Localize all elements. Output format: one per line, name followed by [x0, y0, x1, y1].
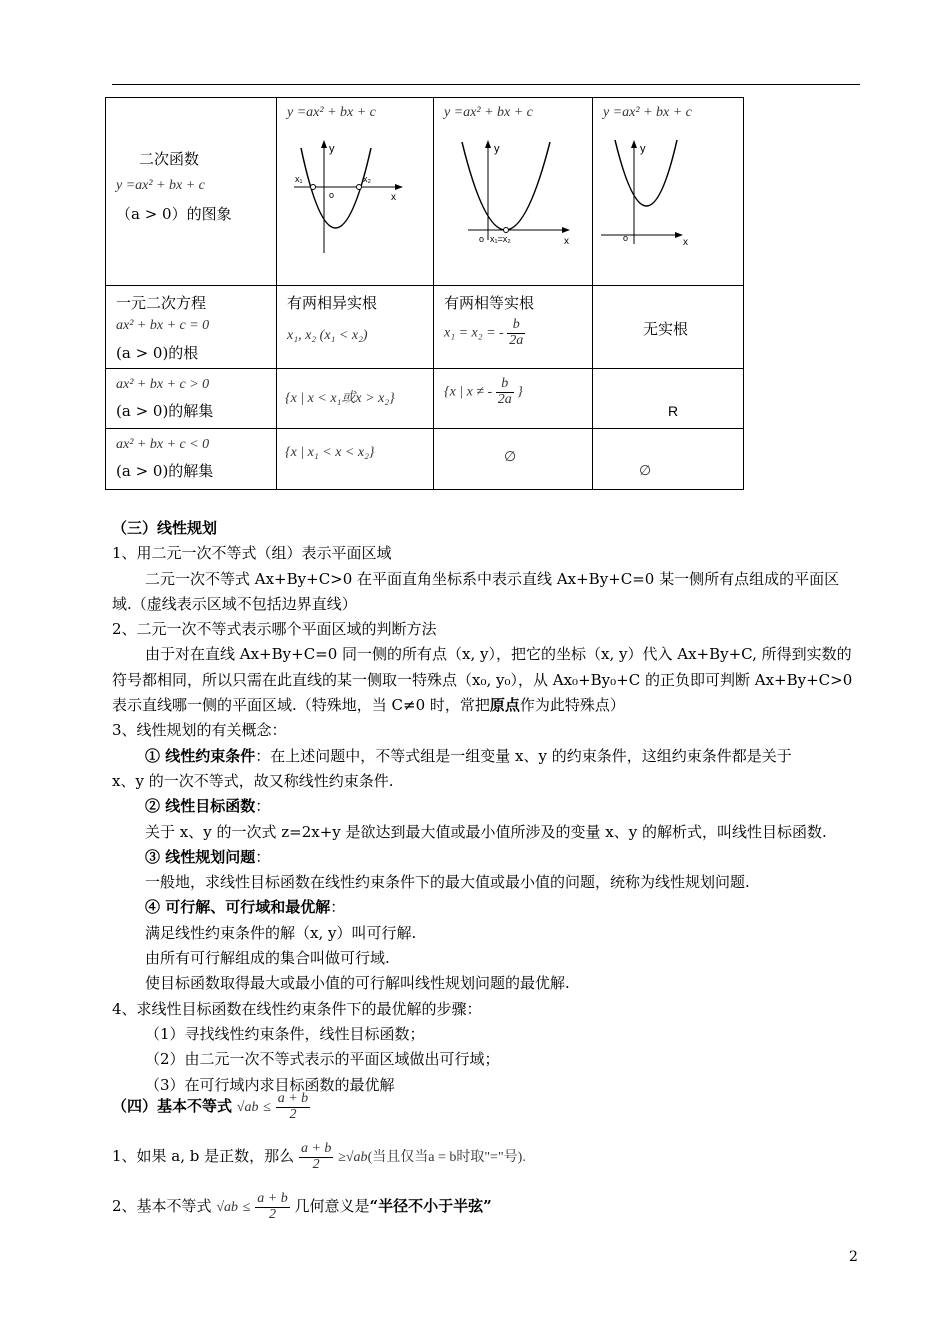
cell-text: 有两相异实根 — [287, 294, 378, 312]
table-cell — [106, 429, 277, 490]
cell-math: x₁, x₂ (x₁ < x₂) — [287, 328, 368, 343]
axis-label: x — [564, 236, 569, 247]
inequality-sign: ≤ — [242, 1200, 251, 1216]
paragraph: 2、二元一次不等式表示哪个平面区域的判断方法 — [112, 620, 437, 639]
text-run: 作为此特殊点） — [519, 696, 625, 715]
fraction — [299, 1142, 333, 1172]
sqrt-expression: √ab — [345, 1150, 368, 1166]
table-cell — [434, 369, 593, 429]
section-title: （四）基本不等式 — [112, 1097, 233, 1116]
table-cell — [434, 429, 593, 490]
parabola-two-roots-graph — [289, 138, 409, 258]
table-cell — [106, 98, 277, 286]
paragraph: 4、求线性目标函数在线性约束条件下的最优解的步骤： — [112, 999, 482, 1018]
origin-label: o — [623, 233, 629, 243]
text-run: 1、如果 a, b 是正数，那么 — [112, 1147, 295, 1166]
origin-label: o — [479, 234, 485, 244]
paragraph: 使目标函数取得最大或最小值的可行解叫线性规划问题的最优解. — [145, 974, 570, 993]
page-number: 2 — [849, 1249, 858, 1265]
section-title: （三）线性规划 — [112, 519, 218, 537]
row-label: (a > 0)的解集 — [116, 402, 214, 420]
bold-term: 原点 — [489, 696, 520, 715]
section-title-basic-inequality — [112, 1092, 310, 1122]
concept-line — [112, 895, 862, 920]
inequality-sign: ≤ — [263, 1100, 271, 1116]
fraction-numerator: b — [507, 318, 525, 334]
table-cell — [593, 286, 744, 369]
fraction — [255, 1192, 289, 1222]
table-cell — [277, 429, 434, 490]
basic-inequality-statement — [112, 1142, 526, 1172]
fraction-denominator: 2 — [289, 1106, 297, 1122]
root-label: x₁ — [295, 174, 303, 184]
concept-heading: ④ 可行解、可行域和最优解 — [145, 898, 331, 917]
axis-label: y — [640, 143, 646, 155]
paragraph: 由于对在直线 Ax+By+C=0 同一侧的所有点（x, y），把它的坐标（x, y）代入 Ax+By+C, 所得到实数的 — [145, 645, 852, 664]
row-label: ax² + bx + c = 0 — [116, 318, 210, 333]
cell-math-left: {x | x ≠ - — [444, 384, 493, 400]
table-cell — [277, 369, 434, 429]
step-item: （3）在可行域内求目标函数的最优解 — [145, 1075, 395, 1094]
fraction — [496, 377, 514, 407]
origin-label: o — [329, 190, 335, 200]
concept-heading: ③ 线性规划问题 — [145, 847, 256, 866]
sqrt-expression: √ab — [216, 1200, 239, 1216]
text-run: (当且仅当a = b时取"="号). — [367, 1150, 526, 1166]
fraction-denominator: 2a — [509, 332, 524, 348]
empty-set-symbol: ∅ — [639, 463, 652, 479]
cell-math: {x | x₁ < x < x₂} — [285, 445, 375, 460]
fraction-numerator: b — [496, 377, 514, 393]
table-cell — [593, 98, 744, 286]
cell-text: 无实根 — [643, 320, 689, 338]
concept-line — [112, 794, 862, 819]
cell-text: 有两相等实根 — [444, 294, 535, 312]
cell-math-left: x₁ = x₂ = - — [444, 325, 504, 341]
paragraph — [112, 693, 862, 718]
cell-math: {x | x < x₁或x > x₂} — [285, 391, 395, 406]
table-cell — [277, 98, 434, 286]
paragraph: 关于 x、y 的一次式 z=2x+y 是欲达到最大值或最小值所涉及的变量 x、y 的解析式，叫线性目标函数. — [145, 822, 827, 841]
fraction-denominator: 2 — [268, 1206, 276, 1222]
step-item: （2）由二元一次不等式表示的平面区域做出可行域； — [145, 1050, 500, 1069]
table-cell — [434, 98, 593, 286]
linear-programming-section — [112, 516, 862, 1098]
quadratic-table — [105, 97, 744, 490]
header-rule — [112, 84, 860, 85]
fraction-numerator: a + b — [300, 1141, 332, 1156]
text-run: ： — [255, 797, 271, 816]
bold-term: “半径不小于半弦” — [369, 1197, 492, 1216]
table-cell — [106, 369, 277, 429]
fraction-numerator: a + b — [257, 1191, 288, 1206]
paragraph: 二元一次不等式 Ax+By+C>0 在平面直角坐标系中表示直线 Ax+By+C=0 某一侧所有点组成的平面区 — [145, 569, 840, 588]
row-label: y =ax² + bx + c — [116, 178, 205, 193]
empty-set-symbol: ∅ — [504, 449, 517, 465]
concept-line — [112, 845, 862, 870]
table-cell — [593, 369, 744, 429]
row-label: 二次函数 — [139, 150, 200, 168]
inequality-sign: ≥ — [338, 1150, 346, 1166]
root-label: x₂ — [363, 174, 371, 184]
axis-label: x — [683, 237, 688, 248]
paragraph: 1、用二元一次不等式（组）表示平面区域 — [112, 544, 392, 563]
function-equation: y =ax² + bx + c — [603, 105, 692, 120]
fraction-denominator: 2a — [497, 391, 512, 407]
row-label: 一元二次方程 — [116, 294, 207, 312]
paragraph: 3、线性规划的有关概念： — [112, 721, 287, 740]
paragraph: 满足线性约束条件的解（x, y）叫可行解. — [145, 923, 417, 942]
fraction-numerator: a + b — [277, 1091, 309, 1106]
row-label: (a > 0)的根 — [116, 344, 199, 362]
text-run: 几何意义是 — [294, 1197, 370, 1216]
text-run: 2、基本不等式 — [112, 1197, 212, 1216]
row-label: ax² + bx + c < 0 — [116, 437, 210, 452]
table-cell — [434, 286, 593, 369]
step-item: （1）寻找线性约束条件，线性目标函数； — [145, 1024, 425, 1043]
parabola-double-root-graph — [446, 134, 576, 254]
paragraph: 一般地，求线性目标函数在线性约束条件下的最大值或最小值的问题，统称为线性规划问题. — [145, 873, 750, 892]
paragraph: 由所有可行解组成的集合叫做可行域. — [145, 949, 390, 968]
function-equation: y =ax² + bx + c — [287, 105, 376, 120]
axis-label: x — [391, 192, 396, 203]
fraction — [507, 318, 525, 348]
root-label: x₁=x₂ — [490, 234, 511, 244]
parabola-no-root-graph — [601, 134, 731, 254]
cell-math-close: } — [517, 384, 523, 400]
basic-inequality-geometry — [112, 1192, 492, 1222]
axis-label: y — [329, 143, 335, 155]
function-equation: y =ax² + bx + c — [444, 105, 533, 120]
sqrt-expression: √ab — [236, 1100, 259, 1116]
paragraph: 符号都相同，所以只需在此直线的某一侧取一特殊点（x₀, y₀），从 Ax₀+By₀+C 的正负即可判断 Ax+By+C>0 — [112, 670, 853, 689]
table-cell — [106, 286, 277, 369]
table-cell — [277, 286, 434, 369]
table-cell — [593, 429, 744, 490]
cell-math — [444, 318, 525, 348]
concept-heading: ① 线性约束条件 — [145, 746, 256, 765]
cell-math — [444, 377, 523, 407]
row-label: (a > 0)的解集 — [116, 462, 214, 480]
row-label: ax² + bx + c > 0 — [116, 377, 210, 392]
text-run: ： — [255, 847, 271, 866]
fraction — [276, 1092, 310, 1122]
concept-heading: ② 线性目标函数 — [145, 797, 256, 816]
concept-line — [112, 744, 862, 769]
text-run: 表示直线哪一侧的平面区域.（特殊地，当 C≠0 时，常把 — [112, 696, 490, 715]
paragraph: x、y 的一次不等式，故又称线性约束条件. — [112, 771, 394, 790]
row-label: （a > 0）的图象 — [116, 205, 232, 223]
fraction-denominator: 2 — [312, 1156, 320, 1172]
text-run: ：在上述问题中，不等式组是一组变量 x、y 的约束条件，这组约束条件都是关于 — [255, 746, 792, 765]
cell-text: R — [668, 403, 679, 419]
axis-label: y — [494, 143, 500, 155]
text-run: ： — [330, 898, 346, 917]
paragraph: 域.（虚线表示区域不包括边界直线） — [112, 594, 357, 613]
